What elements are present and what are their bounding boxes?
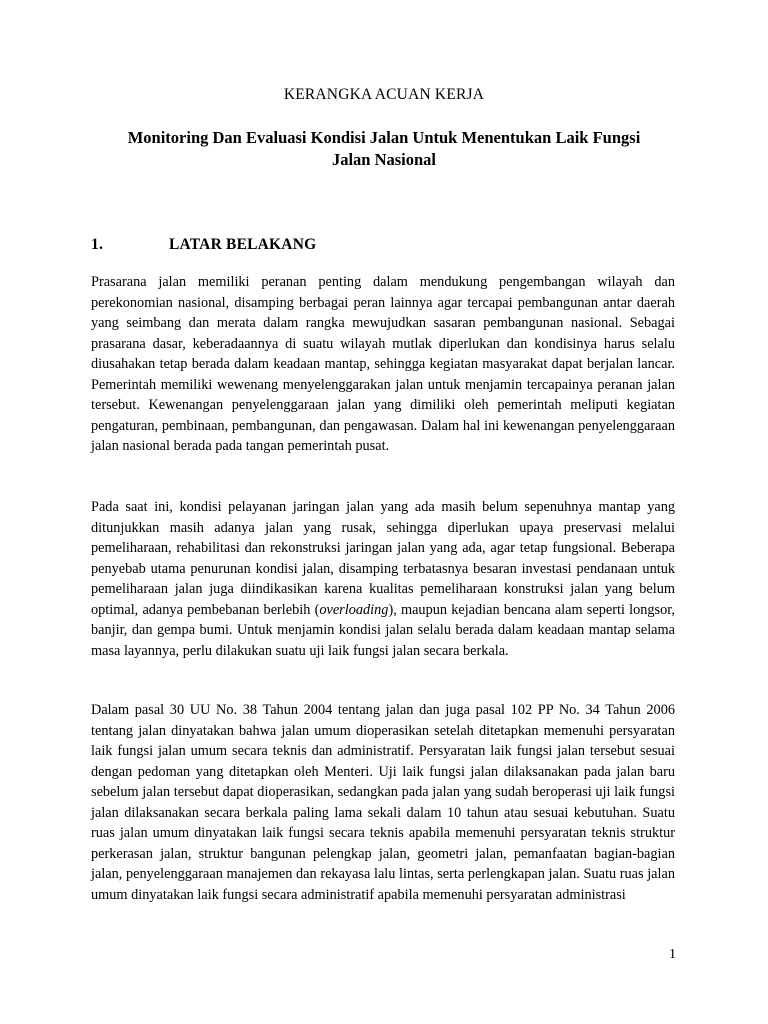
paragraph-2-italic-term: overloading (319, 601, 389, 618)
paragraph-3 (91, 700, 675, 905)
page-number: 1 (669, 947, 676, 962)
document-title-line-2: Jalan Nasional (331, 150, 437, 169)
section-heading (91, 236, 316, 254)
paragraph-3-text: Dalam pasal 30 UU No. 38 Tahun 2004 tentang jalan dan juga pasal 102 PP No. 34 Tahun 2006 tentang jalan dinyatakan bahwa jalan umum dioperasikan setelah ditetapkan memenuhi persyaratan laik fungsi jalan umum secara teknis dan administratif. Persyaratan laik fungsi jalan tersebut sesuai dengan pedoman yang ditetapkan oleh Menteri. Uji laik fungsi jalan dilaksanakan pada jalan baru sebelum jalan tersebut dapat dioperasikan, sedangkan pada jalan yang sudah beroperasi uji laik fungsi jalan dilaksanakan secara berkala paling lama sekali dalam 10 tahun atau sesuai kebutuhan. Suatu ruas jalan umum dinyatakan laik fungsi secara teknis apabila memenuhi persyaratan teknis struktur perkerasan jalan, struktur bangunan pelengkap jalan, geometri jalan, pemanfaatan bagian-bagian jalan, penyelenggaraan manajemen dan rekayasa lalu lintas, serta perlengkapan jalan. Suatu ruas jalan umum dinyatakan laik fungsi secara administratif apabila memenuhi persyaratan administrasi (91, 702, 675, 903)
section-number: 1. (91, 236, 104, 253)
paragraph-2 (91, 497, 675, 661)
document-title (80, 127, 688, 171)
paragraph-1-text: Prasarana jalan memiliki peranan penting dalam mendukung pengembangan wilayah dan perekonomian nasional, disamping berbagai peran lainnya agar tercapai pembangunan antar daerah yang seimbang dan merata dalam rangka mewujudkan sasaran pembangunan nasional. Sebagai prasarana dasar, keberadaannya di suatu wilayah mutlak diperlukan dan kondisinya harus selalu diusahakan tetap berada dalam keadaan mantap, sehingga kegiatan masyarakat dapat berjalan lancar. Pemerintah memiliki wewenang menyelenggarakan jalan untuk menjamin tercapainya peranan jalan tersebut. Kewenangan penyelenggaraan jalan yang dimiliki oleh pemerintah meliputi kegiatan pengaturan, pembinaan, pembangunan, dan pengawasan. Dalam hal ini kewenangan penyelenggaraan jalan nasional berada pada tangan pemerintah pusat. (91, 274, 675, 454)
section-title: LATAR BELAKANG (169, 236, 317, 253)
paragraph-2-part-1: Pada saat ini, kondisi pelayanan jaringan jalan yang ada masih belum sepenuhnya mantap yang ditunjukkan masih adanya jalan yang rusak, sehingga diperlukan upaya preservasi melalui pemeliharaan, rehabilitasi dan rekonstruksi jaringan jalan yang ada, agar tetap fungsional. Beberapa penyebab utama penurunan kondisi jalan, disamping terbatasnya besaran investasi pendanaan untuk pemeliharaan jalan juga diindikasikan karena kualitas pemeliharaan konstruksi jalan yang belum optimal, adanya pembebanan berlebih ( (91, 499, 675, 618)
paragraph-1 (91, 272, 675, 457)
paragraph-2-part-2: ), maupun kejadian bencana alam seperti longsor, banjir, dan gempa bumi. Untuk menjamin kondisi jalan selalu berada dalam keadaan mantap selama masa layannya, perlu dilakukan suatu uji laik fungsi jalan secara berkala. (91, 601, 675, 659)
paragraph-2-text (91, 497, 675, 661)
document-header: KERANGKA ACUAN KERJA (283, 86, 485, 103)
document-title-line-1: Monitoring Dan Evaluasi Kondisi Jalan Untuk Menentukan Laik Fungsi (127, 128, 641, 147)
